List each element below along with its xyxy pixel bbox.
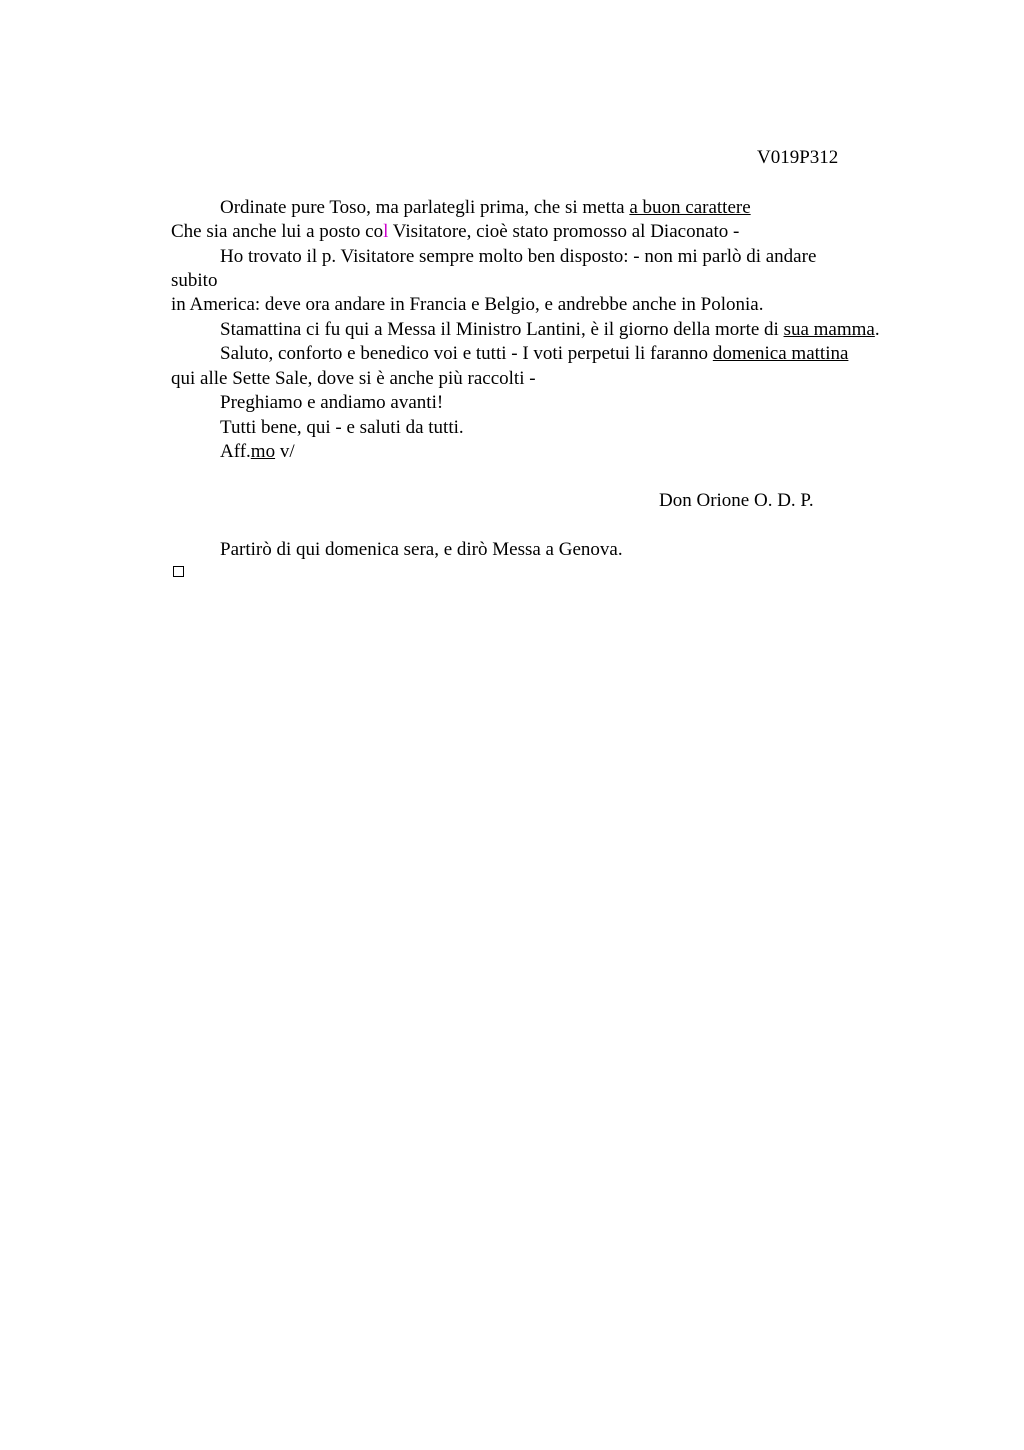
letter-line-5: in America: deve ora andare in Francia e Belgio, e andrebbe anche in Polonia. xyxy=(171,294,764,315)
signature: Don Orione O. D. P. xyxy=(659,490,814,511)
letter-line-7: Saluto, conforto e benedico voi e tutti - I voti perpetui li faranno domenica mattina xyxy=(220,343,849,364)
letter-line-closing: Aff.mo v/ xyxy=(220,441,295,462)
checkbox-square-icon xyxy=(173,566,184,577)
letter-line-9: Preghiamo e andiamo avanti! xyxy=(220,392,444,413)
document-id: V019P312 xyxy=(757,147,839,168)
letter-line-2: Che sia anche lui a posto col Visitatore, cioè stato promosso al Diaconato - xyxy=(171,221,740,242)
letter-line-4: subito xyxy=(171,270,218,291)
letter-line-6: Stamattina ci fu qui a Messa il Ministro Lantini, è il giorno della morte di sua mamma. xyxy=(220,319,880,340)
postscript: Partirò di qui domenica sera, e dirò Messa a Genova. xyxy=(220,539,623,560)
letter-line-10: Tutti bene, qui - e saluti da tutti. xyxy=(220,417,464,438)
letter-line-8: qui alle Sette Sale, dove si è anche più raccolti - xyxy=(171,368,536,389)
letter-line-3: Ho trovato il p. Visitatore sempre molto ben disposto: - non mi parlò di andare xyxy=(220,246,817,267)
letter-line-1: Ordinate pure Toso, ma parlategli prima, che si metta a buon carattere xyxy=(220,197,751,218)
